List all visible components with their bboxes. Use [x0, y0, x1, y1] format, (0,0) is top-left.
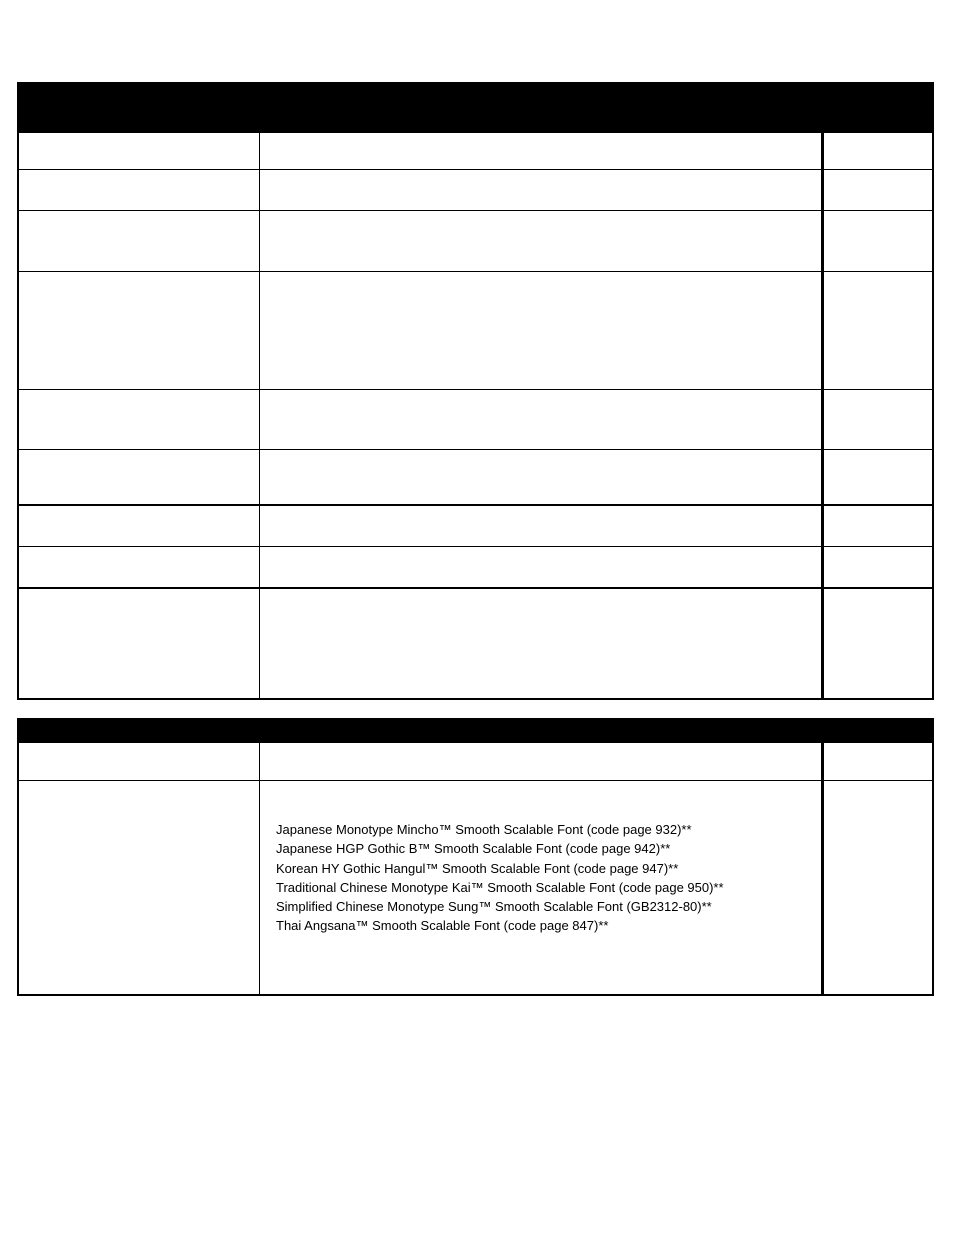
spec-table-1: [17, 82, 934, 700]
table-row: [19, 743, 932, 780]
table-cell: [260, 133, 824, 169]
table-row: [19, 169, 932, 210]
table-cell: [19, 547, 260, 587]
table-cell: [260, 272, 824, 389]
table-cell: [260, 547, 824, 587]
table-cell: [824, 272, 932, 389]
table-cell: [19, 450, 260, 504]
table-row: [19, 587, 932, 698]
table-cell: [824, 506, 932, 546]
table-cell: [260, 170, 824, 210]
table-cell: [824, 547, 932, 587]
table-cell: [19, 211, 260, 271]
table-cell: [824, 390, 932, 449]
table-cell: [260, 211, 824, 271]
table-cell: [824, 133, 932, 169]
table-row: [19, 449, 932, 504]
table-cell: [260, 506, 824, 546]
table-cell: [19, 272, 260, 389]
table-1-header-bar: [19, 82, 932, 133]
table-row: [19, 210, 932, 271]
font-list-item: Traditional Chinese Monotype Kai™ Smooth Scalable Font (code page 950)**: [276, 879, 724, 895]
table-cell: [19, 781, 260, 994]
font-list-item: Korean HY Gothic Hangul™ Smooth Scalable Font (code page 947)**: [276, 860, 679, 876]
table-cell: [824, 211, 932, 271]
table-cell: [260, 781, 824, 994]
spec-table-2: [17, 718, 934, 996]
table-cell: [824, 781, 932, 994]
table-cell: [824, 170, 932, 210]
table-cell: [824, 589, 932, 698]
table-row: [19, 133, 932, 169]
table-cell: [19, 170, 260, 210]
table-cell: [824, 743, 932, 780]
table-cell: [19, 743, 260, 780]
font-list: [276, 820, 724, 936]
table-row: [19, 389, 932, 449]
table-cell: [19, 390, 260, 449]
table-cell: [260, 450, 824, 504]
table-row: [19, 546, 932, 587]
table-cell: [19, 133, 260, 169]
font-list-item: Simplified Chinese Monotype Sung™ Smooth Scalable Font (GB2312-80)**: [276, 899, 712, 915]
table-2-header-bar: [19, 718, 932, 743]
table-cell: [260, 743, 824, 780]
font-list-item: Thai Angsana™ Smooth Scalable Font (code page 847)**: [276, 918, 609, 934]
table-row: [19, 504, 932, 546]
table-cell: [260, 390, 824, 449]
table-cell: [824, 450, 932, 504]
table-cell: [19, 589, 260, 698]
table-cell: [260, 589, 824, 698]
font-list-item: Japanese HGP Gothic B™ Smooth Scalable Font (code page 942)**: [276, 841, 671, 857]
table-cell: [19, 506, 260, 546]
table-row: [19, 780, 932, 994]
font-list-item: Japanese Monotype Mincho™ Smooth Scalable Font (code page 932)**: [276, 822, 692, 837]
table-row: [19, 271, 932, 389]
